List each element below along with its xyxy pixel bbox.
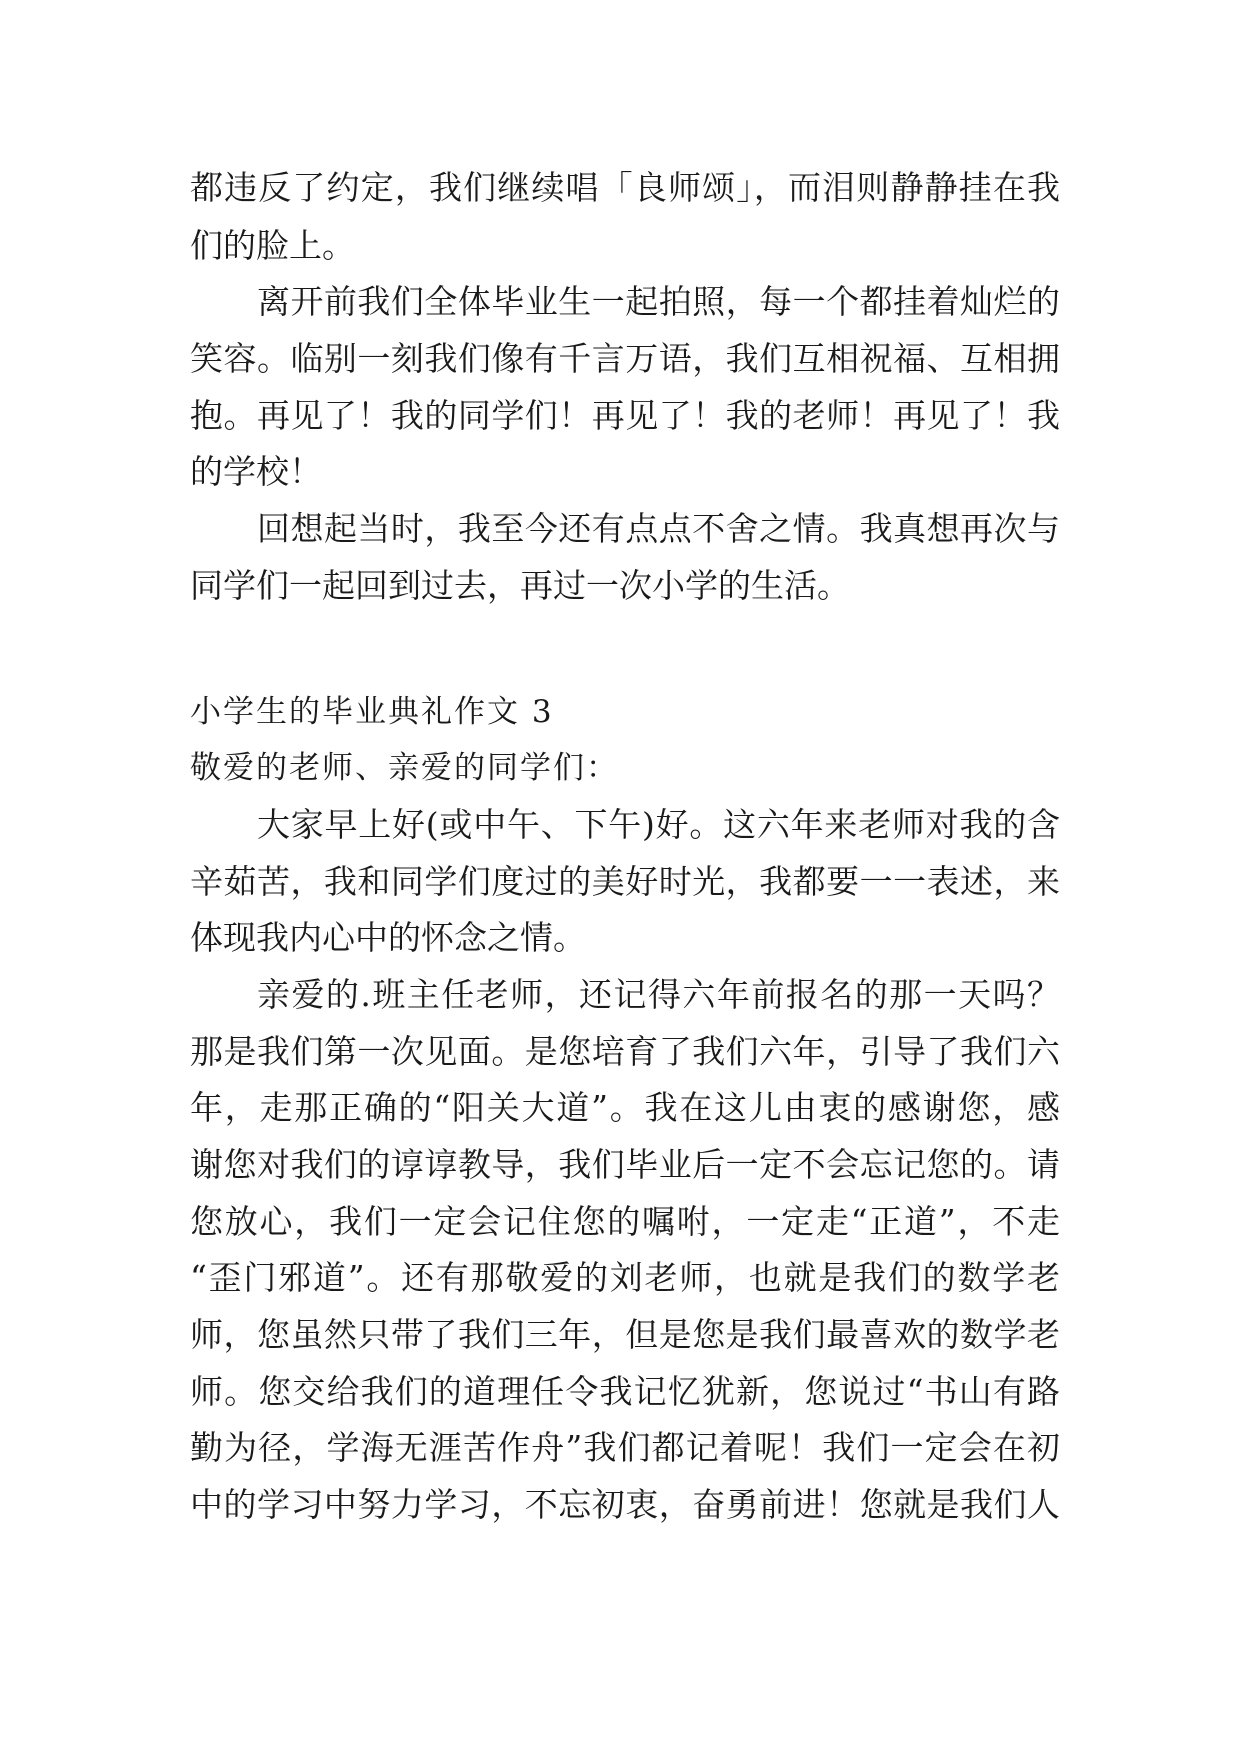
paragraph-5-line-1: 亲爱的.班主任老师，还记得六年前报名的那一天吗？: [257, 975, 1060, 1014]
paragraph-4-line-1: 大家早上好(或中午、下午)好。这六年来老师对我的含: [257, 805, 1060, 844]
paragraph-4-line-3: 体现我内心中的怀念之情。: [190, 918, 586, 957]
paragraph-3-line-2: 同学们一起回到过去，再过一次小学的生活。: [190, 566, 850, 605]
paragraph-2-line-3: 抱。再见了！我的同学们！再见了！我的老师！再见了！我: [190, 396, 1060, 435]
paragraph-1-line-1: 都违反了约定，我们继续唱「良师颂」，而泪则静静挂在我: [190, 168, 1060, 207]
salutation: 敬爱的老师、亲爱的同学们：: [190, 750, 619, 786]
paragraph-5-line-8: 师。您交给我们的道理任令我记忆犹新，您说过“书山有路: [190, 1372, 1060, 1411]
paragraph-2-line-4: 的学校！: [190, 452, 322, 491]
paragraph-5-line-4: 谢您对我们的谆谆教导，我们毕业后一定不会忘记您的。请: [190, 1145, 1060, 1184]
section-title: 小学生的毕业典礼作文 3: [190, 694, 554, 730]
paragraph-1-line-2: 们的脸上。: [190, 226, 355, 265]
paragraph-2-line-2: 笑容。临别一刻我们像有千言万语，我们互相祝福、互相拥: [190, 339, 1060, 378]
paragraph-5-line-2: 那是我们第一次见面。是您培育了我们六年，引导了我们六: [190, 1032, 1060, 1071]
paragraph-5-line-9: 勤为径，学海无涯苦作舟”我们都记着呢！我们一定会在初: [190, 1428, 1060, 1467]
paragraph-3-line-1: 回想起当时，我至今还有点点不舍之情。我真想再次与: [257, 509, 1060, 548]
paragraph-5-line-7: 师，您虽然只带了我们三年，但是您是我们最喜欢的数学老: [190, 1315, 1060, 1354]
paragraph-5-line-6: “歪门邪道”。还有那敬爱的刘老师，也就是我们的数学老: [190, 1258, 1060, 1297]
paragraph-5-line-10: 中的学习中努力学习，不忘初衷，奋勇前进！您就是我们人: [190, 1485, 1060, 1524]
paragraph-4-line-2: 辛茹苦，我和同学们度过的美好时光，我都要一一表述，来: [190, 862, 1060, 901]
paragraph-2-line-1: 离开前我们全体毕业生一起拍照，每一个都挂着灿烂的: [257, 282, 1060, 321]
paragraph-5-line-5: 您放心，我们一定会记住您的嘱咐，一定走“正道”，不走: [190, 1202, 1060, 1241]
paragraph-5-line-3: 年，走那正确的“阳关大道”。我在这儿由衷的感谢您，感: [190, 1088, 1060, 1127]
